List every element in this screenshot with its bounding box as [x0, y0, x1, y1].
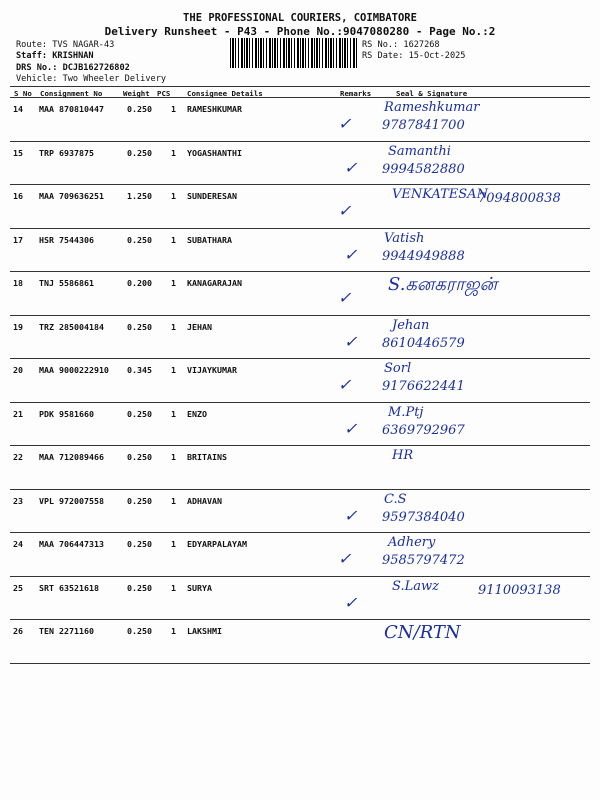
pcs-cell: 1	[171, 495, 176, 506]
consignment-no-cell: TEN 2271160	[39, 626, 94, 636]
sno-cell: 16	[13, 191, 23, 201]
signature-text: CN/RTN	[384, 622, 461, 643]
handwritten-phone: 8610446579	[382, 335, 465, 351]
remark-tick-mark: ✓	[344, 505, 358, 525]
pcs-cell: 1	[171, 626, 176, 636]
weight-cell: 0.250	[127, 321, 152, 332]
weight-cell: 0.250	[127, 234, 152, 245]
remark-tick-mark: ✓	[338, 288, 352, 307]
signature-text: Adhery	[388, 535, 436, 550]
weight-cell: 0.345	[127, 365, 152, 375]
consignee-name-cell: RAMESHKUMAR	[187, 104, 242, 114]
pcs-cell: 1	[171, 191, 176, 201]
consignment-no-cell: TRP 6937875	[39, 147, 94, 158]
remark-tick-mark: ✓	[338, 375, 352, 394]
consignee-name-cell: VIJAYKUMAR	[187, 365, 237, 375]
consignee-name-cell: KANAGARAJAN	[187, 278, 242, 288]
table-row	[10, 445, 590, 490]
handwritten-phone: 9585797472	[382, 553, 465, 568]
runsheet-title: Delivery Runsheet - P43 - Phone No.:9047080280 - Page No.:2	[104, 25, 496, 38]
col-header-consignee: Consignee Details	[187, 89, 263, 98]
company-title: THE PROFESSIONAL COURIERS, COIMBATORE	[183, 12, 417, 24]
signature-text: Samanthi	[388, 143, 451, 159]
signature-text: S.கனகராஜன்	[388, 274, 498, 295]
sno-cell: 17	[13, 234, 23, 245]
pcs-cell: 1	[171, 234, 176, 245]
signature-text: VENKATESAN	[392, 187, 488, 202]
consignee-name-cell: BRITAINS	[187, 452, 227, 462]
consignee-name-cell: YOGASHANTHI	[187, 147, 242, 158]
sno-cell: 23	[13, 495, 23, 506]
sno-cell: 26	[13, 626, 23, 636]
consignment-no-cell: VPL 972007558	[39, 495, 104, 506]
weight-cell: 0.250	[127, 495, 152, 506]
pcs-cell: 1	[171, 147, 176, 158]
table-row	[10, 619, 590, 664]
table-row	[10, 184, 590, 229]
sno-cell: 25	[13, 582, 23, 593]
col-header-weight: Weight	[123, 89, 150, 98]
barcode-image	[230, 38, 358, 68]
table-row	[10, 271, 590, 316]
vehicle-label: Vehicle: Two Wheeler Delivery	[16, 74, 167, 84]
consignment-no-cell: MAA 709636251	[39, 191, 104, 201]
route-label: Route: TVS NAGAR-43	[16, 40, 115, 50]
col-header-remarks: Remarks	[340, 89, 372, 98]
pcs-cell: 1	[171, 278, 176, 288]
weight-cell: 0.250	[127, 104, 152, 114]
consignment-no-cell: MAA 712089466	[39, 452, 104, 462]
pcs-cell: 1	[171, 365, 176, 375]
remark-tick-mark: ✓	[344, 592, 358, 612]
consignee-name-cell: EDYARPALAYAM	[187, 539, 247, 549]
remark-tick-mark: ✓	[338, 114, 352, 133]
remark-tick-mark: ✓	[338, 549, 352, 568]
signature-text: Rameshkumar	[384, 100, 480, 115]
sno-cell: 24	[13, 539, 23, 549]
handwritten-phone: 9110093138	[478, 582, 561, 598]
handwritten-phone: 9787841700	[382, 118, 465, 133]
signature-text: HR	[392, 448, 414, 463]
pcs-cell: 1	[171, 104, 176, 114]
consignee-name-cell: ADHAVAN	[187, 495, 222, 506]
pcs-cell: 1	[171, 539, 176, 549]
sno-cell: 18	[13, 278, 23, 288]
sno-cell: 15	[13, 147, 23, 158]
sno-cell: 20	[13, 365, 23, 375]
header-top-rule	[10, 86, 590, 87]
remark-tick-mark: ✓	[344, 157, 358, 177]
consignee-name-cell: SUNDERESAN	[187, 191, 237, 201]
remark-tick-mark: ✓	[344, 418, 358, 438]
signature-text: Vatish	[384, 230, 425, 246]
weight-cell: 0.250	[127, 147, 152, 158]
table-row	[10, 228, 590, 273]
col-header-consignment: Consignment No	[40, 89, 103, 98]
consignment-no-cell: MAA 9000222910	[39, 365, 109, 375]
table-row	[10, 141, 590, 186]
signature-text: S.Lawz	[392, 578, 439, 594]
table-row	[10, 489, 590, 534]
handwritten-phone: 9944949888	[382, 248, 465, 264]
signature-text: Sorl	[384, 361, 412, 376]
weight-cell: 0.250	[127, 626, 152, 636]
weight-cell: 0.250	[127, 539, 152, 549]
remark-tick-mark: ✓	[338, 201, 352, 220]
signature-text: C.S	[384, 491, 407, 507]
sno-cell: 14	[13, 104, 23, 114]
remark-tick-mark: ✓	[344, 331, 358, 351]
consignment-no-cell: TRZ 285004184	[39, 321, 104, 332]
staff-label: Staff: KRISHNAN	[16, 51, 94, 61]
col-header-sno: S No	[14, 89, 32, 98]
handwritten-phone: 7094800838	[478, 191, 561, 206]
table-row	[10, 358, 590, 403]
consignee-name-cell: SURYA	[187, 582, 212, 593]
col-header-seal: Seal & Signature	[396, 89, 468, 98]
handwritten-phone: 9597384040	[382, 509, 465, 525]
consignment-no-cell: MAA 706447313	[39, 539, 104, 549]
pcs-cell: 1	[171, 452, 176, 462]
sno-cell: 19	[13, 321, 23, 332]
consignment-no-cell: TNJ 5586861	[39, 278, 94, 288]
handwritten-phone: 9994582880	[382, 161, 465, 177]
pcs-cell: 1	[171, 408, 176, 419]
consignee-name-cell: LAKSHMI	[187, 626, 222, 636]
signature-text: Jehan	[392, 317, 430, 333]
table-bottom-rule	[10, 663, 590, 664]
rs-date: RS Date: 15-Oct-2025	[362, 51, 466, 61]
table-row	[10, 532, 590, 577]
sno-cell: 21	[13, 408, 23, 419]
remark-tick-mark: ✓	[344, 244, 358, 264]
weight-cell: 0.200	[127, 278, 152, 288]
pcs-cell: 1	[171, 321, 176, 332]
handwritten-phone: 9176622441	[382, 379, 465, 394]
table-row	[10, 402, 590, 447]
drs-number: DRS No.: DCJB162726802	[16, 63, 130, 73]
weight-cell: 0.250	[127, 452, 152, 462]
handwritten-phone: 6369792967	[382, 422, 465, 438]
consignment-no-cell: HSR 7544306	[39, 234, 94, 245]
pcs-cell: 1	[171, 582, 176, 593]
sno-cell: 22	[13, 452, 23, 462]
table-row	[10, 315, 590, 360]
consignment-no-cell: MAA 870810447	[39, 104, 104, 114]
weight-cell: 0.250	[127, 582, 152, 593]
weight-cell: 1.250	[127, 191, 152, 201]
table-row	[10, 97, 590, 142]
table-row	[10, 576, 590, 621]
consignee-name-cell: JEHAN	[187, 321, 212, 332]
consignee-name-cell: SUBATHARA	[187, 234, 232, 245]
weight-cell: 0.250	[127, 408, 152, 419]
col-header-pcs: PCS	[157, 89, 171, 98]
consignment-no-cell: PDK 9581660	[39, 408, 94, 419]
rs-number: RS No.: 1627268	[362, 40, 440, 50]
signature-text: M.Ptj	[388, 404, 424, 420]
consignment-no-cell: SRT 63521618	[39, 582, 99, 593]
consignee-name-cell: ENZO	[187, 408, 207, 419]
